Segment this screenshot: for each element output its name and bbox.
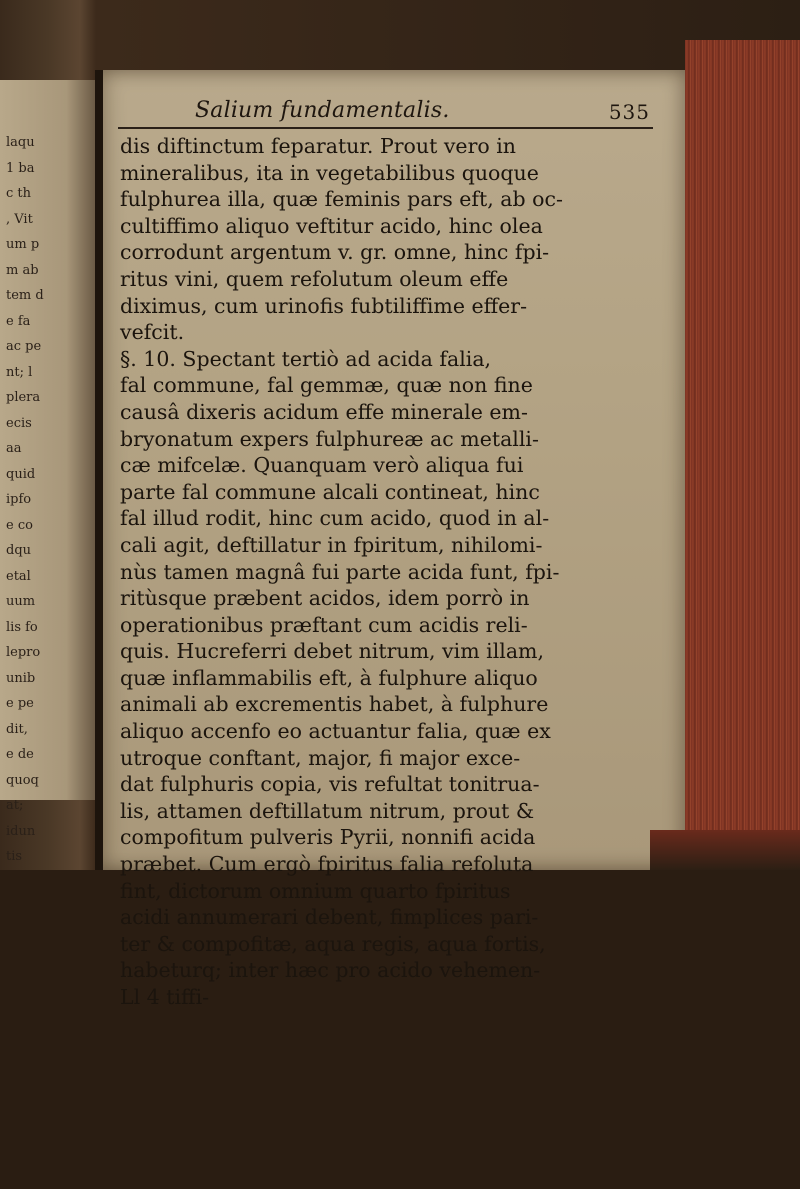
left-page-fragment: e fa [6, 313, 31, 329]
text-line: diximus, cum urinofis fubtiliffime effer- [120, 293, 528, 318]
left-page-sliver [0, 80, 95, 864]
left-page-fragment: ipfo [6, 492, 32, 507]
left-page-fragment: um p [6, 237, 40, 252]
text-line: acidi annumerari debent, fimplices pari- [120, 905, 539, 930]
text-line: fal illud rodit, hinc cum acido, quod in al- [120, 506, 550, 531]
page-edges [685, 40, 800, 840]
left-page-fragment: e de [6, 747, 34, 762]
left-page-fragment: tem d [6, 288, 44, 303]
left-page-fragment: nt; l [6, 364, 33, 380]
text-line: parte fal commune alcali contineat, hinc [120, 479, 540, 504]
text-line: fint, dictorum omnium quarto fpiritus [120, 878, 511, 903]
left-page-fragment: unib [6, 670, 36, 686]
running-title: Salium fundamentalis. [195, 98, 450, 123]
left-page-fragment: lepro [6, 645, 41, 660]
text-line: corrodunt argentum v. gr. omne, hinc fpi- [120, 240, 550, 265]
body-text [120, 133, 665, 1011]
text-line: utroque conftant, major, fi major exce- [120, 745, 521, 770]
text-line: aliquo accenfo eo actuantur falia, quæ ex [120, 719, 551, 744]
text-line: bryonatum expers fulphureæ ac metalli- [120, 426, 539, 451]
text-line: operationibus præftant cum acidis reli- [120, 612, 528, 637]
text-line: ritus vini, quem refolutum oleum effe [120, 266, 509, 291]
left-page-fragment: plera [6, 390, 41, 405]
left-page-fragment: laqu [6, 135, 35, 150]
text-line: dis diftinctum feparatur. Prout vero in [120, 134, 516, 158]
text-line: nùs tamen magnâ fui parte acida funt, fpi- [120, 559, 560, 584]
text-line: ter & compofitæ, aqua regis, aqua fortis, [120, 931, 546, 956]
left-page-fragment: c th [6, 186, 32, 201]
page-edges-bottom [650, 830, 800, 870]
left-page-fragment: m ab [6, 262, 39, 278]
left-page-fragment: idun [6, 823, 36, 839]
text-line: Ll 4 tiffi- [120, 985, 210, 1009]
running-header [130, 98, 650, 128]
text-line: causâ dixeris acidum effe minerale em- [120, 399, 528, 424]
text-line: fal commune, fal gemmæ, quæ non fine [120, 373, 533, 398]
left-page-fragment: lis fo [6, 619, 38, 635]
text-line: fulphurea illa, quæ feminis pars eft, ab oc- [120, 187, 563, 212]
left-page-fragment: dit, [6, 721, 28, 737]
left-page-fragment: ecis [6, 415, 32, 431]
text-line: cali agit, deftillatur in fpiritum, nihilomi- [120, 532, 543, 557]
text-line: ritùsque præbent acidos, idem porrò in [120, 586, 530, 611]
text-line: præbet. Cum ergò fpiritus falia refoluta [120, 852, 534, 877]
text-line: quis. Hucreferri debet nitrum, vim illam, [120, 639, 544, 664]
text-line: dat fulphuris copia, vis refultat tonitrua- [120, 772, 540, 797]
text-line: compofitum pulveris Pyrii, nonnifi acida [120, 825, 536, 850]
left-page-fragment: quid [6, 466, 36, 482]
left-page-fragment: at; [6, 798, 24, 813]
text-line: lis, attamen deftillatum nitrum, prout & [120, 798, 535, 823]
header-rule [118, 127, 653, 129]
left-page-fragment: ac pe [6, 339, 42, 354]
left-page-fragment: e co [6, 517, 33, 533]
left-page-fragment: tis [6, 849, 23, 864]
text-line: habeturq; inter hæc pro acido vehemen- [120, 958, 541, 983]
text-line: cæ mifcelæ. Quanquam verò aliqua fui [120, 453, 524, 478]
book-gutter [95, 70, 103, 870]
text-line: vefcit. [120, 320, 185, 345]
text-line: animali ab excrementis habet, à fulphure [120, 692, 549, 717]
left-page-fragment: uum [6, 594, 36, 609]
text-line: cultiffimo aliquo veftitur acido, hinc olea [120, 213, 543, 238]
left-page-fragment: quoq [6, 772, 39, 788]
left-page-fragment: 1 ba [6, 160, 35, 176]
left-page-fragment: aa [6, 441, 22, 456]
left-page-fragment: dqu [6, 543, 32, 558]
text-line: §. 10. Spectant tertiò ad acida falia, [120, 346, 492, 371]
text-line: quæ inflammabilis eft, à fulphure aliquo [120, 665, 538, 690]
text-line: mineralibus, ita in vegetabilibus quoque [120, 160, 539, 185]
left-page-fragment: e pe [6, 696, 34, 711]
left-page-fragment: , Vit [6, 211, 33, 227]
left-page-fragment: etal [6, 568, 31, 584]
page-number: 535 [608, 100, 650, 124]
